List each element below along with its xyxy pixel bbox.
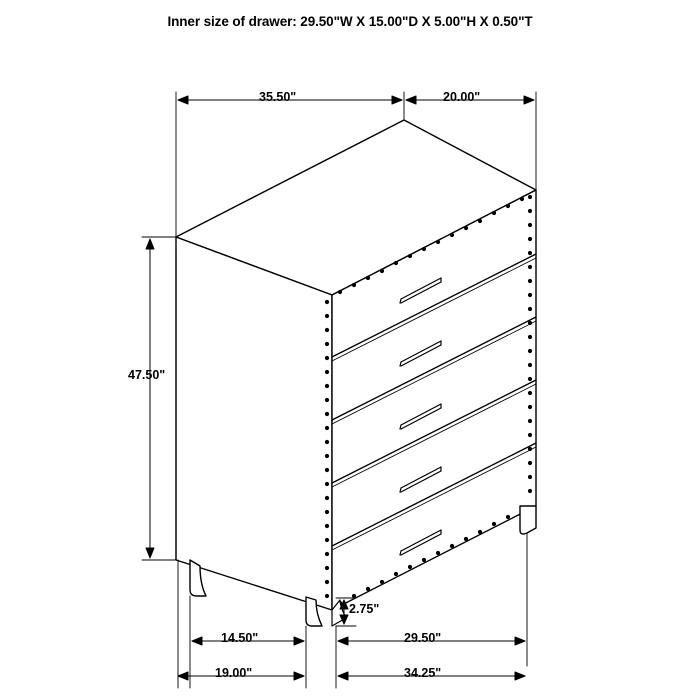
dim-label-top-width-side: 20.00" <box>443 90 481 104</box>
dim-label-overall-height: 47.50" <box>128 368 166 382</box>
dim-label-overall-width: 34.25" <box>404 666 442 680</box>
dim-label-top-width-front: 35.50" <box>259 90 297 104</box>
dim-label-overall-depth: 19.00" <box>215 666 253 680</box>
dim-label-side-base-depth: 14.50" <box>221 631 259 645</box>
page-title: Inner size of drawer: 29.50"W X 15.00"D X 5.00"H X 0.50"T <box>167 14 533 29</box>
dim-label-front-base-width: 29.50" <box>404 631 442 645</box>
dim-label-leg-clearance-height: 2.75" <box>349 602 380 616</box>
